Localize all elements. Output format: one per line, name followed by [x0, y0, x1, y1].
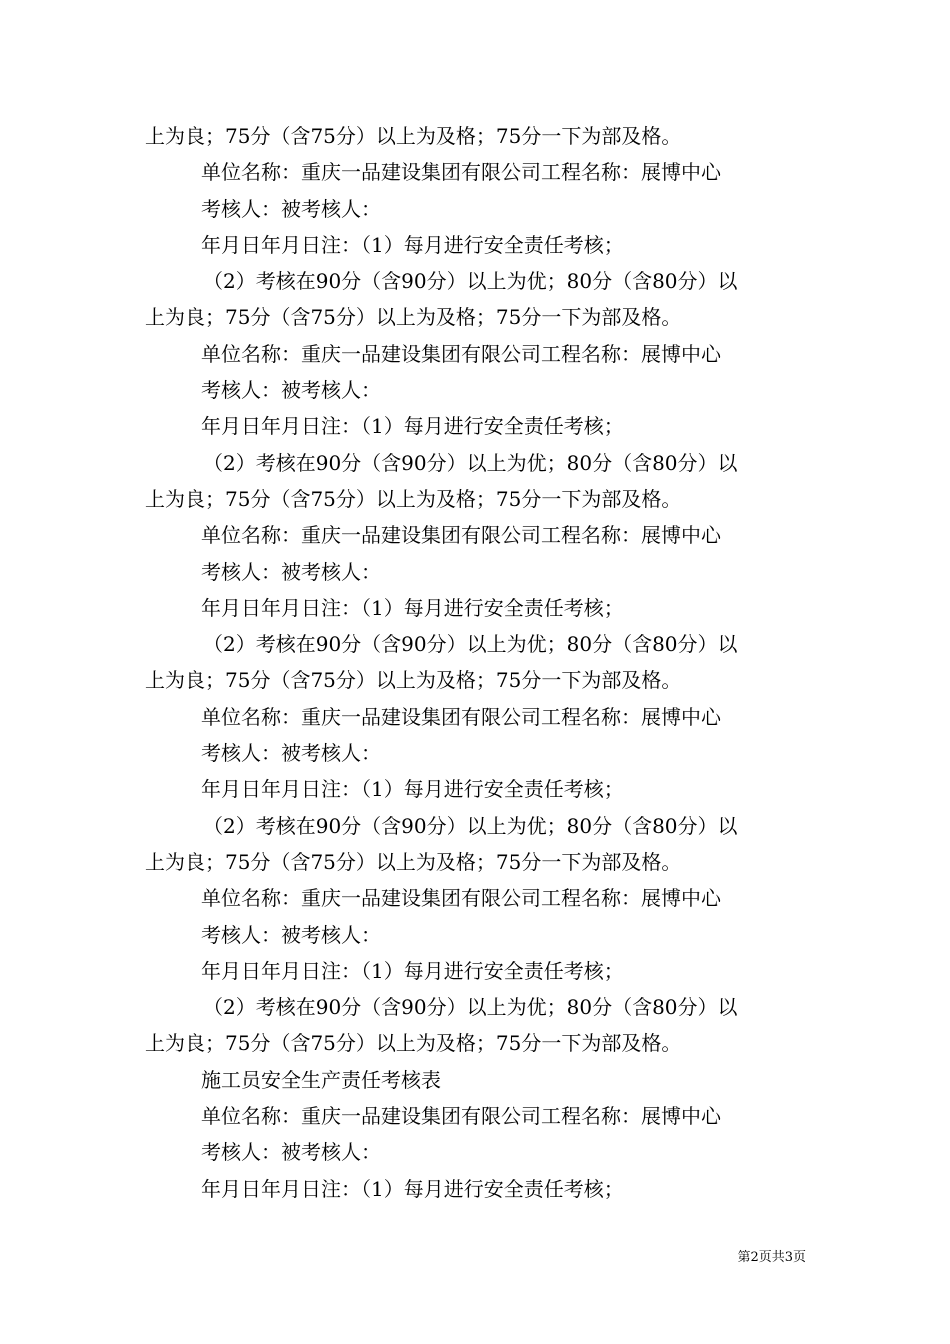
document-line: 年月日年月日注：（1）每月进行安全责任考核； [201, 777, 624, 802]
document-line: （2）考核在90分（含90分）以上为优；80分（含80分）以 [203, 269, 738, 294]
document-line: 年月日年月日注：（1）每月进行安全责任考核； [201, 1176, 624, 1201]
document-line: 考核人：被考核人： [201, 196, 381, 221]
document-line: 上为良；75分（含75分）以上为及格；75分一下为部及格。 [145, 1031, 682, 1056]
document-line: 单位名称：重庆一品建设集团有限公司工程名称：展博中心 [201, 523, 721, 548]
document-line: 上为良；75分（含75分）以上为及格；75分一下为部及格。 [145, 305, 682, 330]
document-line: 单位名称：重庆一品建设集团有限公司工程名称：展博中心 [201, 886, 721, 911]
document-line: 年月日年月日注：（1）每月进行安全责任考核； [201, 232, 624, 257]
document-line: 上为良；75分（含75分）以上为及格；75分一下为部及格。 [145, 124, 682, 148]
document-line: 单位名称：重庆一品建设集团有限公司工程名称：展博中心 [201, 704, 721, 729]
document-body [145, 118, 810, 1207]
document-line: 上为良；75分（含75分）以上为及格；75分一下为部及格。 [145, 849, 682, 874]
document-line: 考核人：被考核人： [201, 559, 381, 584]
document-line: 单位名称：重庆一品建设集团有限公司工程名称：展博中心 [201, 1104, 721, 1129]
document-line: （2）考核在90分（含90分）以上为优；80分（含80分）以 [203, 450, 738, 475]
document-line: 考核人：被考核人： [201, 741, 381, 766]
document-line: 单位名称：重庆一品建设集团有限公司工程名称：展博中心 [201, 160, 721, 185]
document-line: 上为良；75分（含75分）以上为及格；75分一下为部及格。 [145, 486, 682, 511]
document-line: （2）考核在90分（含90分）以上为优；80分（含80分）以 [203, 632, 738, 657]
document-line: 单位名称：重庆一品建设集团有限公司工程名称：展博中心 [201, 341, 721, 366]
page-number-footer: 第2页共3页 [737, 1250, 806, 1265]
document-line: 年月日年月日注：（1）每月进行安全责任考核； [201, 958, 624, 983]
document-line: 考核人：被考核人： [201, 1140, 381, 1165]
document-line: 年月日年月日注：（1）每月进行安全责任考核； [201, 595, 624, 620]
document-line: 施工员安全生产责任考核表 [201, 1067, 441, 1092]
document-line: （2）考核在90分（含90分）以上为优；80分（含80分）以 [203, 813, 738, 838]
document-line: 年月日年月日注：（1）每月进行安全责任考核； [201, 414, 624, 439]
document-line: 上为良；75分（含75分）以上为及格；75分一下为部及格。 [145, 668, 682, 693]
document-line: 考核人：被考核人： [201, 378, 381, 403]
document-line: 考核人：被考核人： [201, 922, 381, 947]
document-line: （2）考核在90分（含90分）以上为优；80分（含80分）以 [203, 995, 738, 1020]
